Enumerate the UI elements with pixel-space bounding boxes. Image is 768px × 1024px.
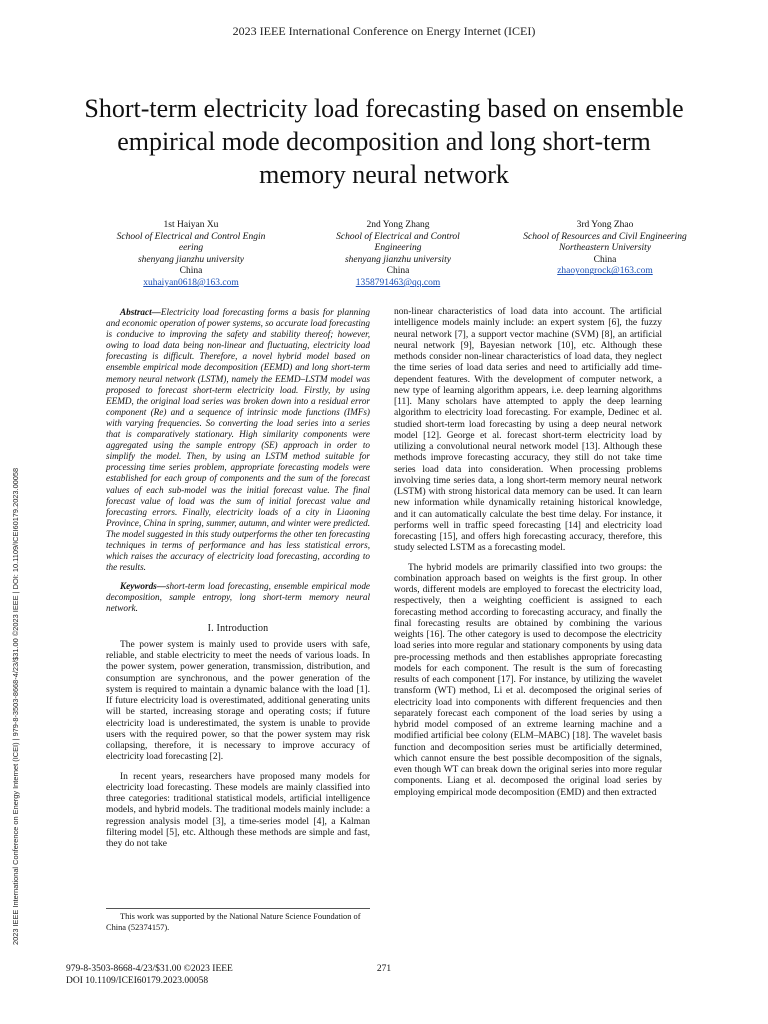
left-column xyxy=(106,307,370,858)
author-email-link[interactable]: xuhaiyan0618@163.com xyxy=(143,277,239,288)
page-number: 271 xyxy=(376,964,392,974)
author-3 xyxy=(522,220,688,290)
abstract xyxy=(106,307,370,573)
author-email-link[interactable]: 1358791463@qq.com xyxy=(355,277,441,288)
conference-header: 2023 IEEE International Conference on Energy Internet (ICEI) xyxy=(232,24,536,38)
footer-doi: DOI 10.1109/ICEI60179.2023.00058 xyxy=(66,975,209,986)
author-block xyxy=(108,220,688,290)
author-university: shenyang jianzhu university xyxy=(344,254,452,265)
author-1 xyxy=(108,220,274,290)
right-paragraph-2: The hybrid models are primarily classified into two groups: the combination approach based on weights is the first group. In other words, different models are employed to forecast the electricity load, respectively, then a weighting coefficient is assigned to each forecasting method according to forecasting accuracy, and finally the final forecasting results are obtained by combining the various weights [16]. The other category is used to decompose the electricity load series into more regular and stationary components by using data pre-processing methods and then establishes appropriate forecasting models for each component. The result is the sum of forecasting results of each component [17]. For instance, by utilizing the wavelet transform (WT) method, Li et al. decomposed the original series of electricity load into components with different frequencies and then separately forecast each component of the load series by using a hybrid model composed of an extreme learning machine and a modified artificial bee colony (ELM–MABC) [18]. The wavelet basis function and decomposition series must be artificially determined, which cannot ensure the best possible decomposition of the signals, even though WT can break down the original series into more regular components. Liang et al. decomposed the original load series by employing empirical mode decomposition (EMD) and then extracted xyxy=(394,562,662,798)
author-2 xyxy=(315,220,481,290)
abstract-label: Abstract— xyxy=(120,307,161,317)
keywords-label: Keywords— xyxy=(120,581,166,592)
footer-isbn: 979-8-3503-8668-4/23/$31.00 ©2023 IEEE xyxy=(66,964,233,974)
section-heading-introduction: I. Introduction xyxy=(207,622,269,634)
author-university: Northeastern University xyxy=(558,243,652,254)
footnote-text: This work was supported by the National Nature Science Foundation of China (52374157). xyxy=(106,912,361,932)
paper-title: Short-term electricity load forecasting based on ensemble empirical mode decomposition and long short-term memory neural network xyxy=(84,94,684,189)
intro-paragraph-2: In recent years, researchers have proposed many models for electricity load forecasting. These models are mainly classified into three categories: traditional statistical models, artificial intelligence models, and hybrid models. The traditional models mainly include: a regression analysis model [3], a time-series model [4], a Kalman filtering model [5], etc. Although these methods are simple and fast, they do not take xyxy=(106,771,370,850)
abstract-text: Electricity load forecasting forms a basis for planning and economic operation of power systems, so accurate load forecasting is conducive to improving the safety and stability thereof; however, owing to load data being non-linear and fluctuating, electricity load forecasting is difficult. Therefore, a novel hybrid model based on ensemble empirical mode decomposition (EEMD) and long short-term memory neural network (LSTM), namely the EEMD–LSTM model was proposed to forecast short-term electricity load. Firstly, by using EEMD, the original load series was broken down into a residual error component (Re) and a sequence of intrinsic mode functions (IMFs) with varying frequencies. So converting the load series into a series that is comparatively stationary. High similarity components were aggregated using the sample entropy (SE) approach in order to simplify the model. Then, by using an LSTM method suitable for processing time series problem, appropriate forecasting models were established for each group of components and the sum of the forecast values of each sub-model was the initial forecast value. The final forecast value of load was the sum of initial forecast value and forecasting errors. Finally, electricity loads of a city in Liaoning Province, China in spring, summer, autumn, and winter were predicted. The model suggested in this study outperforms the other ten forecasting techniques in terms of performance and has less statistical errors, which raises the accuracy of electricity load forecasting, according to the results. xyxy=(106,307,370,573)
author-name: 3rd Yong Zhao xyxy=(576,220,634,230)
author-university: shenyang jianzhu university xyxy=(137,254,245,265)
keywords-text: short-term load forecasting, ensemble empirical mode decomposition, sample entropy, long short-term memory neural network. xyxy=(106,581,370,614)
author-email-link[interactable]: zhaoyongrock@163.com xyxy=(557,266,653,277)
right-column xyxy=(394,307,662,807)
author-affiliation: School of Electrical and Control Engin eering xyxy=(116,231,266,254)
author-country: China xyxy=(593,254,617,265)
intro-paragraph-1: The power system is mainly used to provide users with safe, reliable, and stable electricity to meet the needs of various loads. In the power system, power generation, transmission, distribution, and consumption are synchronous, and the power generation of the system is required to maintain a dynamic balance with the load [1]. If future electricity load is overestimated, additional generating units will be started, increasing storage and operating costs; if future electricity load is underestimated, the system is unable to provide users with the required power, so that the power system may risk collapsing, therefore, it is necessary to improve accuracy of electricity load forecasting [2]. xyxy=(106,639,370,763)
funding-footnote xyxy=(106,908,370,933)
keywords xyxy=(106,581,370,614)
author-country: China xyxy=(386,266,410,277)
author-country: China xyxy=(179,266,203,277)
right-paragraph-1: non-linear characteristics of load data into account. The artificial intelligence models mainly include: an expert system [6], the fuzzy neural network [7], a support vector machine (SVM) [8], an artificial neural network [9], Bayesian network [10], etc. Although these methods consider non-linear characteristics of load data, they neglect the time series of load data series and need to artificially add time-dependent features. With the development of computer network, a new type of learning algorithm appears, i.e. deep learning algorithms [11]. Many scholars have attempted to apply the deep learning algorithm to electricity load forecasting. For example, Dedinec et al. studied short-term load forecasting by using a deep neural network model [12]. George et al. forecast short-term electricity load by utilizing a convolutional neural network model [13]. Although these methods improve forecasting accuracy, they still do not take time series load data into consideration. When processing problems involving time series data, a long short-term memory neural network (LSTM) with strong historical data memory can be used. It can learn new information while dynamically retaining historical knowledge, and it can automatically calculate the best time delay. For instance, it performs well in traffic speed forecasting [14] and electricity load forecasting [15], and offers high forecasting accuracy, therefore, this study selected LSTM as a forecasting model. xyxy=(394,307,662,554)
side-citation-strip: 2023 IEEE International Conference on Energy Internet (ICEI) | 979-8-3503-8668-4/23/$31.00 ©2023 IEEE | DOI: 10.1109/ICEI60179.2023.00058 xyxy=(11,467,20,945)
author-name: 2nd Yong Zhang xyxy=(366,220,430,230)
author-name: 1st Haiyan Xu xyxy=(163,220,219,230)
author-affiliation: School of Resources and Civil Engineering xyxy=(523,231,687,242)
author-affiliation: School of Electrical and Control Engineering xyxy=(336,231,460,254)
